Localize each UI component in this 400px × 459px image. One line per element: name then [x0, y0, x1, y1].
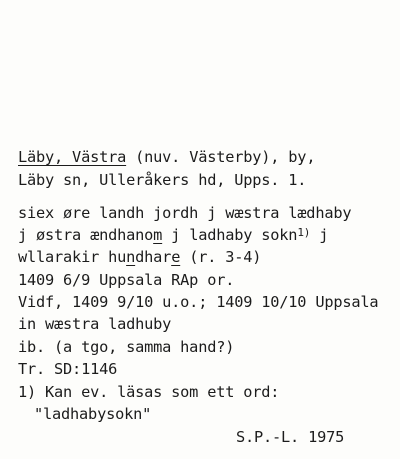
citation-line-1: siex øre landh jordh j wæstra lædhaby — [18, 204, 352, 222]
place-name: Läby, Västra — [18, 148, 127, 166]
signature: S.P.-L. 1975 — [236, 428, 345, 446]
ib-line: ib. (a tgo, samma hand?) — [18, 338, 235, 356]
footnote-marker: 1) — [297, 226, 311, 239]
parish-line: Läby sn, Ulleråkers hd, Upps. 1. — [18, 171, 307, 189]
footnote-line-2: "ladhabysokn" — [34, 405, 152, 423]
heading-line — [18, 148, 315, 166]
source-line-1: 1409 6/9 Uppsala RAp or. — [18, 271, 235, 289]
source-line-2: Vidf, 1409 9/10 u.o.; 1409 10/10 Uppsala — [18, 293, 379, 311]
footnote-line-1: 1) Kan ev. läsas som ett ord: — [18, 383, 280, 401]
citation-line-2: j østra ændhanom j ladhaby sokn$^{1)}$ j — [18, 226, 329, 244]
place-description: (nuv. Västerby), by, — [126, 148, 316, 166]
tr-line: Tr. SD:1146 — [18, 360, 118, 378]
source-line-3: in wæstra ladhuby — [18, 315, 172, 333]
citation-line-3: wllarakir hundhare (r. 3-4) — [18, 248, 262, 266]
